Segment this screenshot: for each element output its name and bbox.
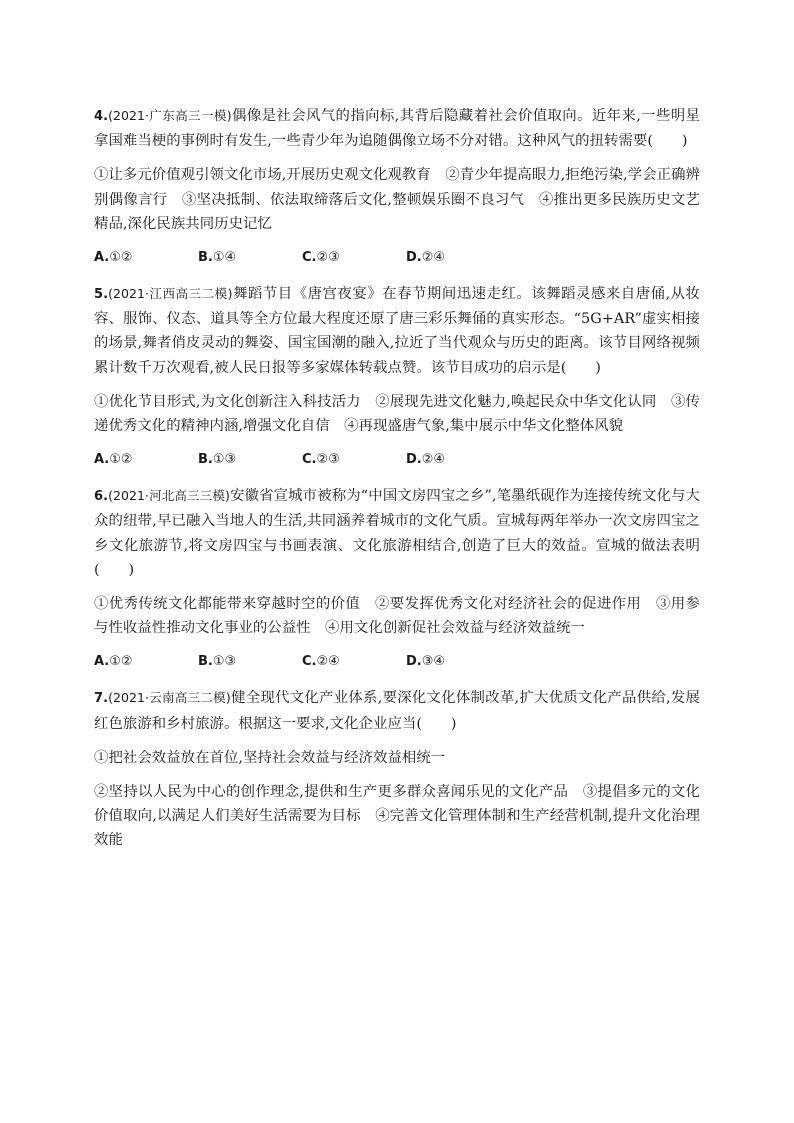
choice-b[interactable]: B.①③: [198, 452, 237, 468]
choice-c[interactable]: C.②③: [302, 250, 340, 266]
answer-choices: [94, 448, 700, 472]
choice-b[interactable]: B.①④: [198, 250, 237, 266]
question-statements: ①优化节目形式,为文化创新注入科技活力 ②展现先进文化魅力,唤起民众中华文化认同 ③传递优秀文化的精神内涵,增强文化自信 ④再现盛唐气象,集中展示中华文化整体风貌: [94, 393, 700, 435]
choice-d[interactable]: D.②④: [406, 250, 446, 266]
question-number: 6.: [94, 489, 109, 505]
choice-b[interactable]: B.①③: [198, 654, 237, 670]
choice-d[interactable]: D.③④: [406, 654, 446, 670]
question-text: 健全现代文化产业体系,要深化文化体制改革,扩大优质文化产品供给,发展红色旅游和乡村旅游。根据这一要求,文化企业应当( ): [94, 690, 700, 732]
question-number: 4.: [94, 109, 109, 124]
question-source: (2021·云南高三二模): [108, 690, 231, 706]
choice-c[interactable]: C.②③: [302, 452, 340, 468]
answer-choices: [94, 246, 700, 270]
choice-d[interactable]: D.②④: [406, 452, 446, 468]
question-statements: ②坚持以人民为中心的创作理念,提供和生产更多群众喜闻乐见的文化产品 ③提倡多元的文化价值取向,以满足人们美好生活需要为目标 ④完善文化管理体制和生产经营机制,提升文化治理效能: [94, 784, 700, 849]
question-text: 舞蹈节目《唐宫夜宴》在春节期间迅速走红。该舞蹈灵感来自唐俑,从妆容、服饰、仪态、道具等全方位最大程度还原了唐三彩乐舞俑的真实形态。“5G+AR”虚实相接的场景,舞者俏皮灵动的舞姿、国宝国潮的融入,拉近了当代观众与历史的距离。该节目网络视频累计数千万次观看,被人民日报等多家媒体转载点赞。该节目成功的启示是( ): [94, 286, 700, 376]
choice-a[interactable]: A.①②: [94, 452, 133, 468]
question-stem: [94, 282, 700, 380]
question-4: [94, 104, 700, 270]
question-source: (2021·河北高三三模): [108, 488, 230, 504]
question-6: [94, 484, 700, 674]
choice-a[interactable]: A.①②: [94, 250, 133, 266]
question-5: [94, 282, 700, 472]
question-source: (2021·广东高三一模): [108, 108, 232, 123]
question-statements: ①让多元价值观引领文化市场,开展历史观文化观教育 ②青少年提高眼力,拒绝污染,学会正确辨别偶像言行 ③坚决抵制、依法取缔落后文化,整顿娱乐圈不良习气 ④推出更多民族历史文艺精品,深化民族共同历史记忆: [94, 167, 700, 232]
question-number: 5.: [94, 287, 109, 303]
question-7: [94, 686, 700, 852]
question-text: 安徽省宣城市被称为“中国文房四宝之乡”,笔墨纸砚作为连接传统文化与大众的纽带,早已融入当地人的生活,共同涵养着城市的文化气质。宣城每两年举办一次文房四宝之乡文化旅游节,将文房四宝与书画表演、文化旅游相结合,创造了巨大的效益。宣城的做法表明( ): [94, 488, 700, 578]
choice-a[interactable]: A.①②: [94, 654, 133, 670]
answer-choices: [94, 650, 700, 674]
question-statements: ①优秀传统文化都能带来穿越时空的价值 ②要发挥优秀文化对经济社会的促进作用 ③用参与性收益性推动文化事业的公益性 ④用文化创新促社会效益与经济效益统一: [94, 596, 700, 637]
question-text: 偶像是社会风气的指向标,其背后隐藏着社会价值取向。近年来,一些明星拿国难当梗的事例时有发生,一些青少年为追随偶像立场不分对错。这种风气的扭转需要( ): [94, 108, 700, 150]
choice-c[interactable]: C.②④: [302, 654, 340, 670]
question-number: 7.: [94, 691, 109, 707]
document-page: [94, 104, 700, 865]
question-stem: [94, 484, 700, 582]
question-stem: [94, 686, 700, 735]
question-statement-1: ①把社会效益放在首位,坚持社会效益与经济效益相统一: [94, 749, 446, 766]
question-source: (2021·江西高三二模): [108, 286, 233, 302]
question-stem: [94, 104, 700, 153]
